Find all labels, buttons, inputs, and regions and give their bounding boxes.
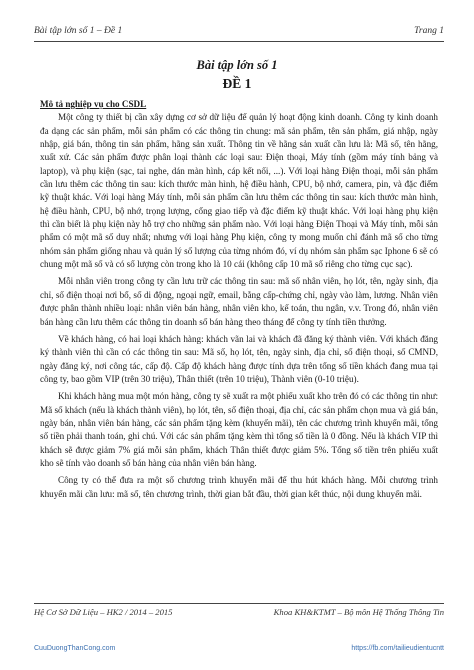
watermark-link[interactable]: https://fb.com/tailieudientucntt [351,645,444,652]
paragraph-products: Một công ty thiết bị cần xây dựng cơ sở dữ liệu để quản lý hoạt động kinh doanh. Công ty kinh doanh đa dạng các sản phẩm, mỗi sản phẩm có các thông tin chung: mã sản phẩm, tên sản phẩm, giá nhập, ngày nhập, giá bán, thông tin sản phẩm, hãng sản xuất. Thông tin về hãng sản xuất cần lưu là: Mã số, tên hãng, xuất xứ. Các sản phẩm được phân loại thành các loại sau: Điện thoại, Máy tính (gồm máy tính bảng và laptop), và phụ kiện (sạc, tai nghe, dán màn hình, cáp kết nối, ...). Với loại hàng Điện thoại, mỗi sản phẩm cần lưu thêm các thông tin sau: kích thước màn hình, hệ điều hành, CPU, bộ nhớ, camera, pin, và đặc điểm kỹ thuật khác. Với loại hàng Máy tính, mỗi sản phẩm cần lưu thêm các thông tin sau: kích thước màn hình, hệ điều hành, CPU, bộ nhớ, trọng lượng, cổng giao tiếp và đặc điểm kỹ thuật khác. Với loại hàng phụ kiện thì cần biết là phụ kiện này hỗ trợ cho những sản phẩm nào. Với loại hàng Điện Thoại và Máy tính, mỗi sản phẩm có một mã số duy nhất; nhưng với loại hàng Phụ kiện, công ty mong muốn chỉ đánh mã số cho từng nhóm sản phẩm giống nhau và quản lý số lượng của từng nhóm đó, ví dụ nhóm sản phẩm sạc Iphone 6 sẽ có chung một mã số và có số lượng còn trong kho là 10 cái (không cấp 10 mã số riêng cho từng cục sạc). [40,112,438,270]
paragraph-orders: Khi khách hàng mua một món hàng, công ty sẽ xuất ra một phiếu xuất kho trên đó có các thông tin như: Mã số khách (nếu là khách thành viên), họ lót, tên, số điện thoại, địa chỉ, các sản phẩm chọn mua và giá bán, ngày bán, nhân viên bán hàng, các sản phẩm tặng kèm (khuyến mãi), tên các chương trình khuyến mãi, tổng số tiền phải thanh toán, ghi chú. Với các sản phẩm tặng kèm thì tổng số tiền là 0 đồng. Nếu là khách VIP thì khách sẽ được giảm 7% giá mỗi sản phẩm, khách Thân thiết được giảm 5%. Tổng số tiền trên phiếu xuất kho sẽ tính vào doanh số bán hàng của nhân viên bán hàng. [40,391,438,468]
paragraph-customers: Về khách hàng, có hai loại khách hàng: khách vãn lai và khách đã đăng ký thành viên. Với khách đăng ký thành viên thì cần có các thông tin sau: Mã số, họ lót, tên, ngày sinh, địa chỉ, số điện thoại, số CMND, ngày đăng ký, nơi công tác, cấp độ. Cấp độ khách hàng được tính dựa trên tổng số tiền khách đang mua tại công ty, bao gồm VIP (trên 30 triệu), Thân thiết (trên 10 triệu), Thành viên (0-10 triệu). [40,333,438,384]
watermark-site[interactable]: CuuDuongThanCong.com [34,645,116,652]
section-heading: Mô tả nghiệp vụ cho CSDL [40,99,147,109]
document-title: Bài tập lớn số 1 [196,58,278,72]
header-course-title: Bài tập lớn số 1 – Đề 1 [34,26,123,36]
paragraph-promotions: Công ty có thể đưa ra một số chương trình khuyến mãi để thu hút khách hàng. Mỗi chương trình khuyến mãi cần lưu: mã số, tên chương trình, thời gian bắt đầu, thời gian kết thúc, nội dung khuyến mãi. [40,475,438,499]
footer-divider [34,603,444,604]
document-body [40,98,438,505]
page-header [34,26,444,40]
header-divider [34,41,444,42]
header-page-number: Trang 1 [414,26,444,36]
footer-department: Khoa KH&KTMT – Bộ môn Hệ Thống Thông Tin [273,607,444,617]
footer-course-info: Hệ Cơ Sở Dữ Liệu – HK2 / 2014 – 2015 [34,607,173,617]
paragraph-employees: Mỗi nhân viên trong công ty cần lưu trữ các thông tin sau: mã số nhân viên, họ lót, tên, ngày sinh, địa chỉ, số điện thoại nơi bổ, số di động, ngoại ngữ, email, bằng cấp-chứng chỉ, ngày vào làm, lương. Nhân viên được phân thành nhiều loại: nhân viên bán hàng, nhân viên kho, kế toán, thu ngân, v.v. Trong đó, nhân viên bán hàng cần lưu thêm các thông tin doanh số bán hàng theo tháng để công ty tính tiền thưởng. [40,276,438,327]
document-subtitle: ĐỀ 1 [222,76,252,91]
page-footer [34,607,444,621]
